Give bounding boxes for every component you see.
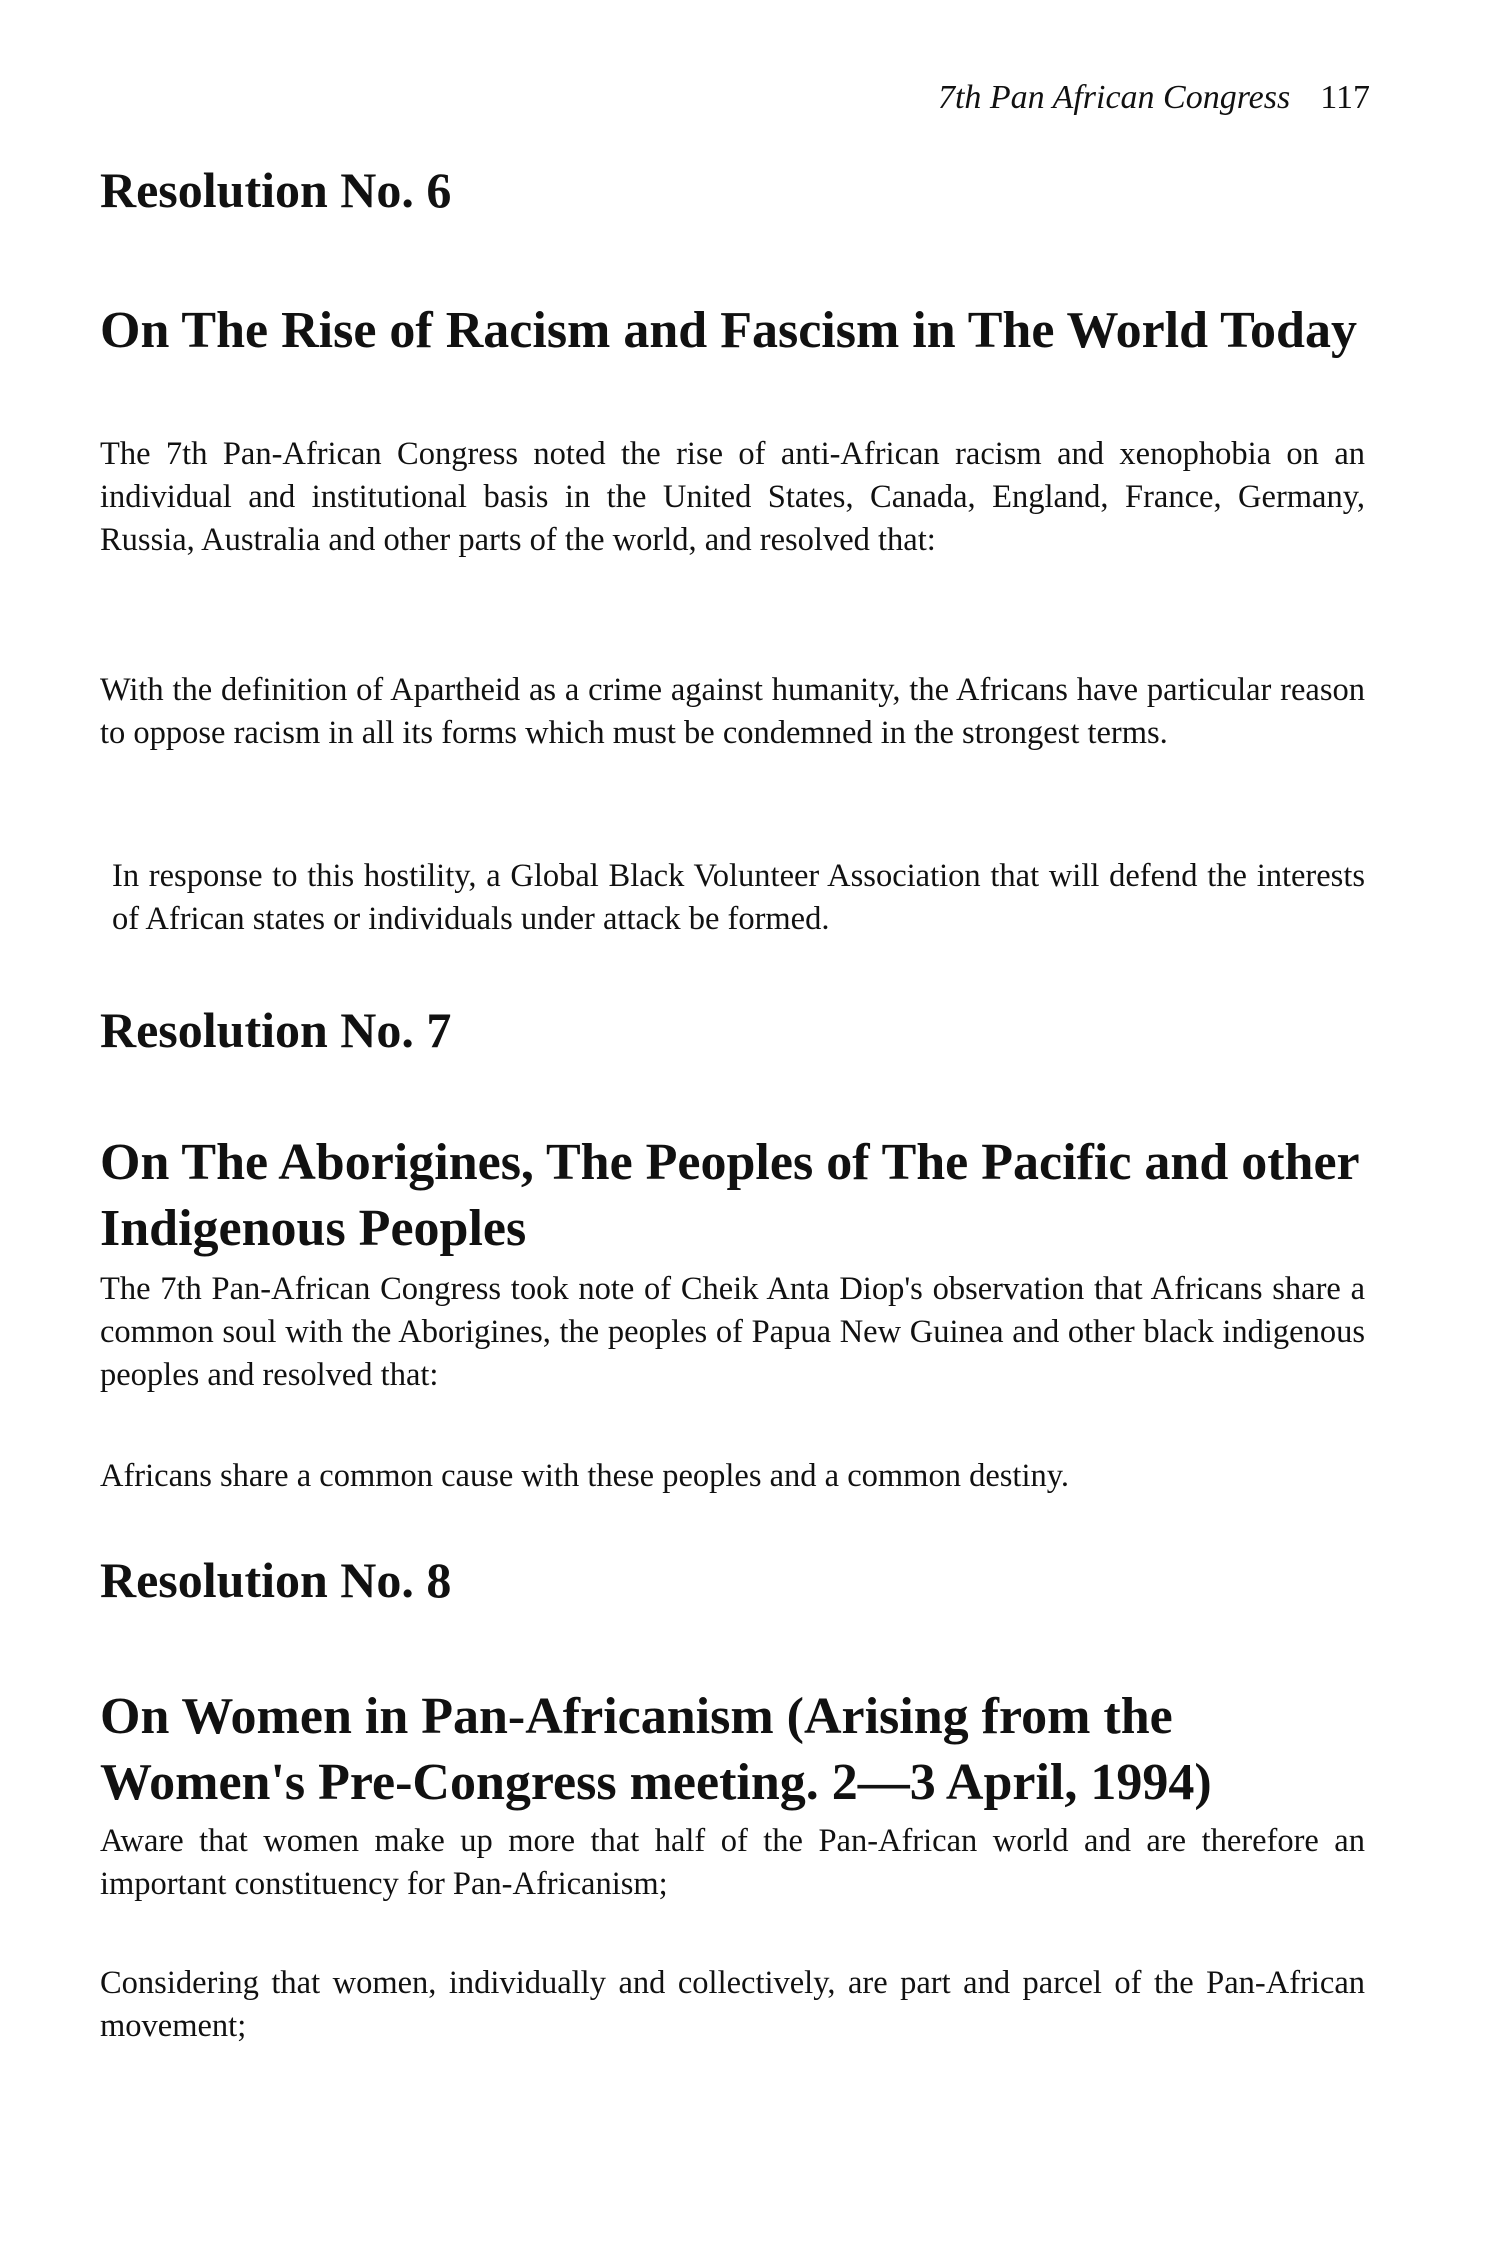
running-title: 7th Pan African Congress xyxy=(937,79,1291,116)
resolution-8-title-block xyxy=(100,1684,1365,1816)
resolution-6-paragraph-3: In response to this hostility, a Global Black Volunteer Association that will defend the interests of African states or individuals under attack be formed. xyxy=(112,858,1365,937)
resolution-7-paragraph-2: Africans share a common cause with these peoples and a common destiny. xyxy=(100,1458,1069,1494)
page-number: 117 xyxy=(1320,79,1370,116)
resolution-6-paragraph-1-block xyxy=(100,433,1365,562)
resolution-6-title-block xyxy=(100,298,1365,364)
resolution-8-paragraph-2-block xyxy=(100,1962,1365,2048)
resolution-6-paragraph-2: With the definition of Apartheid as a crime against humanity, the Africans have particular reason to oppose racism in all its forms which must be condemned in the strongest terms. xyxy=(100,672,1365,751)
resolution-7-paragraph-1: The 7th Pan-African Congress took note of Cheik Anta Diop's observation that Africans share a common soul with the Aborigines, the peoples of Papua New Guinea and other black indigenous peoples and resolved that: xyxy=(100,1271,1365,1393)
resolution-7-title: On The Aborigines, The Peoples of The Pacific and other Indigenous Peoples xyxy=(100,1134,1359,1257)
resolution-8-paragraph-1-block xyxy=(100,1820,1365,1906)
resolution-7-title-block xyxy=(100,1130,1365,1262)
resolution-6-heading: Resolution No. 6 xyxy=(100,162,452,218)
resolution-6-paragraph-3-block xyxy=(112,855,1365,941)
resolution-6-paragraph-2-block xyxy=(100,669,1365,755)
resolution-8-title: On Women in Pan-Africanism (Arising from the Women's Pre-Congress meeting. 2—3 April, 1994) xyxy=(100,1688,1212,1811)
resolution-7-heading: Resolution No. 7 xyxy=(100,1002,452,1058)
resolution-8-heading-block xyxy=(100,1550,1365,1610)
resolution-6-title: On The Rise of Racism and Fascism in The World Today xyxy=(100,302,1357,359)
resolution-6-heading-block xyxy=(100,160,1365,220)
resolution-8-heading: Resolution No. 8 xyxy=(100,1552,452,1608)
resolution-8-paragraph-1: Aware that women make up more that half of the Pan-African world and are therefore an important constituency for Pan-Africanism; xyxy=(100,1823,1365,1902)
resolution-7-paragraph-2-block xyxy=(100,1455,1365,1498)
resolution-8-paragraph-2: Considering that women, individually and collectively, are part and parcel of the Pan-African movement; xyxy=(100,1965,1365,2044)
resolution-7-paragraph-1-block xyxy=(100,1268,1365,1397)
resolution-6-paragraph-1: The 7th Pan-African Congress noted the rise of anti-African racism and xenophobia on an individual and institutional basis in the United States, Canada, England, France, Germany, Russia, Australia and other parts of the world, and resolved that: xyxy=(100,436,1365,558)
running-head xyxy=(800,78,1370,118)
resolution-7-heading-block xyxy=(100,1000,1365,1060)
